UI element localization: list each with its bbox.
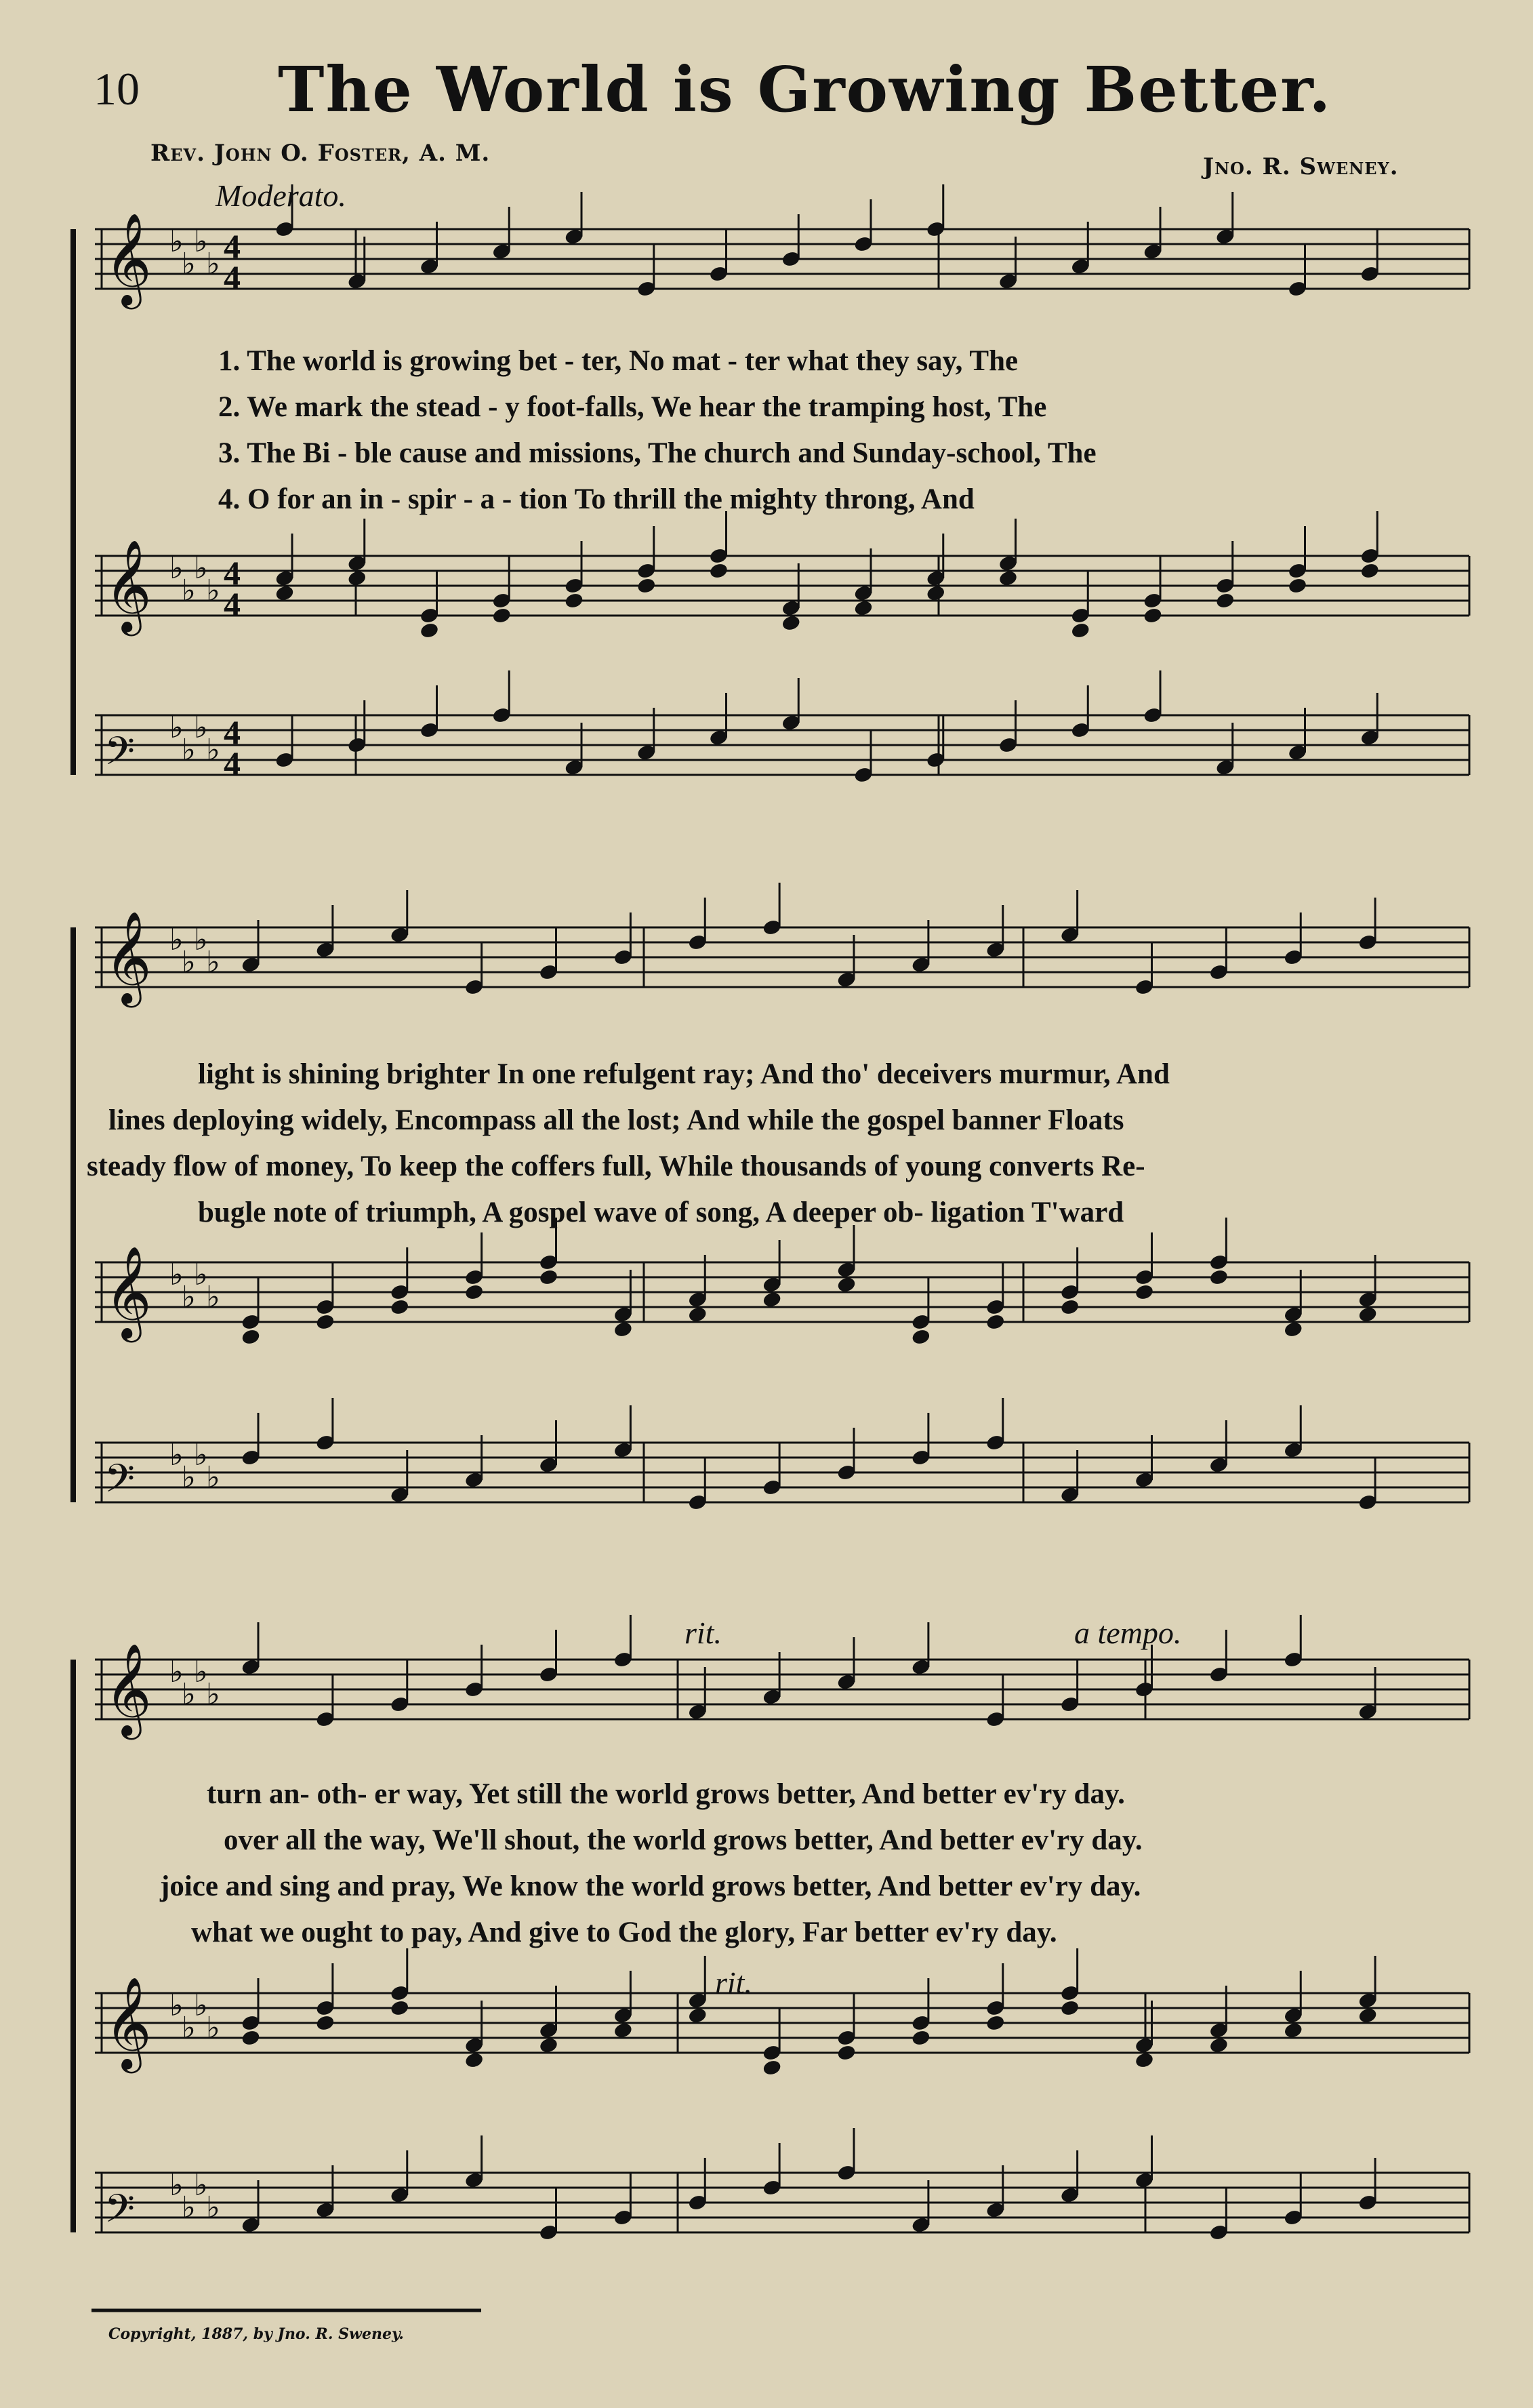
flat-icon: ♭ (169, 1258, 184, 1292)
note (1209, 2188, 1229, 2241)
note (539, 1630, 558, 1683)
staff (95, 229, 1469, 289)
rit-marking: rit. (684, 1616, 722, 1650)
flat-icon: ♭ (206, 1280, 220, 1315)
flat-icon: ♭ (206, 733, 220, 767)
treble-clef-icon: 𝄞 (104, 1642, 152, 1735)
note (781, 563, 801, 632)
treble-clef-icon: 𝄞 (104, 1975, 152, 2069)
note (912, 1277, 931, 1346)
note (1215, 541, 1235, 609)
lyric-line: 3. The Bi - ble cause and missions, The church and Sunday-school, The (218, 437, 1097, 469)
note (998, 519, 1018, 587)
note (837, 1428, 857, 1481)
note (912, 1622, 931, 1676)
copyright-notice: Copyright, 1887, by Jno. R. Sweney. (108, 2325, 404, 2343)
bass-clef-icon: 𝄢 (104, 1456, 136, 1511)
note (837, 2128, 857, 2182)
note (688, 1458, 708, 1511)
note (464, 1232, 484, 1301)
flat-icon: ♭ (169, 551, 184, 586)
staff (95, 2173, 1469, 2232)
note (565, 192, 584, 245)
note (613, 912, 633, 966)
note (539, 2188, 558, 2241)
note (420, 571, 439, 639)
flat-icon: ♭ (194, 224, 208, 259)
flat-icon: ♭ (182, 733, 196, 767)
flat-icon: ♭ (182, 945, 196, 980)
lyric-line: joice and sing and pray, We know the world grows better, And better ev'ry day. (160, 1870, 1141, 1902)
time-signature-bottom: 4 (224, 258, 241, 296)
flat-icon: ♭ (182, 2011, 196, 2045)
note (613, 2173, 633, 2226)
note (1209, 1218, 1229, 1286)
note (854, 548, 874, 617)
a-tempo-marking: a tempo. (1074, 1616, 1182, 1650)
note (390, 1948, 409, 2017)
note (762, 1443, 782, 1496)
flat-icon: ♭ (169, 1655, 184, 1689)
time-signature-bottom: 4 (224, 585, 241, 623)
treble-clef-icon: 𝄞 (104, 910, 152, 1003)
note (762, 883, 782, 936)
note (926, 715, 945, 769)
note (241, 1978, 261, 2047)
note (912, 1413, 931, 1466)
note (1288, 244, 1307, 298)
flat-icon: ♭ (206, 2011, 220, 2045)
flat-icon: ♭ (182, 247, 196, 281)
lyric-line: 2. We mark the stead - y foot-falls, We hear the tramping host, The (218, 391, 1047, 423)
note (492, 670, 512, 724)
staff (95, 927, 1469, 987)
note (1284, 1270, 1303, 1338)
note (1360, 693, 1380, 746)
bass-clef-icon: 𝄢 (104, 2186, 136, 2241)
staff (95, 1443, 1469, 1502)
lyric-line: 4. O for an in - spir - a - tion To thrill the mighty throng, And (218, 483, 975, 515)
note (241, 1622, 261, 1676)
note (464, 942, 484, 996)
note (1358, 898, 1378, 951)
note (1358, 1956, 1378, 2024)
note (539, 1986, 558, 2054)
note (390, 1247, 409, 1316)
note (565, 541, 584, 609)
lyric-line: lines deploying widely, Encompass all the lost; And while the gospel banner Floats (108, 1104, 1124, 1136)
note (926, 184, 945, 238)
flat-icon: ♭ (206, 1460, 220, 1495)
note (316, 1398, 335, 1451)
note (539, 927, 558, 981)
note (837, 1993, 857, 2062)
note (1209, 927, 1229, 981)
flat-icon: ♭ (169, 710, 184, 745)
flat-icon: ♭ (194, 1258, 208, 1292)
note (1360, 229, 1380, 283)
note (854, 730, 874, 784)
note (492, 556, 512, 624)
note (1071, 685, 1090, 739)
bass-clef-icon: 𝄢 (104, 728, 136, 784)
note (1143, 556, 1163, 624)
note (1358, 1458, 1378, 1511)
note (464, 2135, 484, 2189)
note (998, 700, 1018, 754)
flat-icon: ♭ (194, 1988, 208, 2023)
note (1284, 1971, 1303, 2039)
lyric-line: over all the way, We'll shout, the world grows better, And better ev'ry day. (224, 1824, 1143, 1856)
note (985, 1963, 1005, 2032)
note (1209, 1420, 1229, 1474)
note (688, 1956, 708, 2024)
note (912, 1978, 931, 2047)
staff (95, 1660, 1469, 1719)
note (316, 905, 335, 959)
flat-icon: ♭ (182, 1280, 196, 1315)
note (837, 1225, 857, 1293)
note (1284, 912, 1303, 966)
note (709, 511, 729, 580)
flat-icon: ♭ (182, 1460, 196, 1495)
author-credit: Rev. John O. Foster, A. M. (150, 140, 491, 167)
note (1060, 1247, 1080, 1316)
note (709, 229, 729, 283)
composer-credit: Jno. R. Sweney. (1203, 153, 1399, 180)
time-signature-top: 4 (224, 227, 241, 265)
flat-icon: ♭ (194, 551, 208, 586)
note (316, 1963, 335, 2032)
note (1060, 2150, 1080, 2204)
note (464, 1645, 484, 1698)
note (492, 207, 512, 260)
treble-clef-icon: 𝄞 (104, 212, 152, 305)
note (926, 534, 945, 602)
note (539, 1420, 558, 1474)
note (1135, 1232, 1154, 1301)
lyric-line: bugle note of triumph, A gospel wave of song, A deeper ob- ligation T'ward (198, 1197, 1124, 1228)
time-signature-bottom: 4 (224, 744, 241, 782)
hymn-title: The World is Growing Better. (278, 53, 1332, 126)
time-signature-top: 4 (224, 713, 241, 751)
time-signature-top: 4 (224, 554, 241, 592)
note (1060, 1660, 1080, 1713)
note (1060, 1948, 1080, 2017)
note (709, 693, 729, 746)
staff (95, 715, 1469, 775)
note (781, 214, 801, 268)
note (837, 1637, 857, 1691)
note (688, 898, 708, 951)
flat-icon: ♭ (182, 2190, 196, 2225)
lyric-line: steady flow of money, To keep the coffers full, While thousands of young converts Re- (87, 1150, 1145, 1182)
note (762, 2008, 782, 2076)
note (1209, 1986, 1229, 2054)
note (1215, 192, 1235, 245)
flat-icon: ♭ (194, 2168, 208, 2203)
lyric-line: what we ought to pay, And give to God the glory, Far better ev'ry day. (191, 1917, 1057, 1948)
note (390, 1660, 409, 1713)
lyric-line: turn an- oth- er way, Yet still the world grows better, And better ev'ry day. (207, 1778, 1125, 1810)
note (854, 199, 874, 253)
note (762, 1240, 782, 1308)
note (420, 685, 439, 739)
lyric-line: 1. The world is growing bet - ter, No mat - ter what they say, The (218, 345, 1019, 377)
note (1284, 1615, 1303, 1668)
note (275, 715, 295, 769)
note (1284, 1405, 1303, 1459)
staff (95, 556, 1469, 616)
note (1143, 670, 1163, 724)
note (347, 700, 367, 754)
flat-icon: ♭ (182, 574, 196, 608)
flat-icon: ♭ (169, 2168, 184, 2203)
note (1360, 511, 1380, 580)
note (688, 1255, 708, 1323)
flat-icon: ♭ (194, 923, 208, 957)
note (390, 2150, 409, 2204)
flat-icon: ♭ (206, 1677, 220, 1712)
note (762, 2143, 782, 2196)
note (781, 678, 801, 731)
treble-clef-icon: 𝄞 (104, 1245, 152, 1338)
note (1209, 1630, 1229, 1683)
note (1284, 2173, 1303, 2226)
note (464, 2001, 484, 2069)
note (347, 519, 367, 587)
note (613, 1405, 633, 1459)
note (985, 1262, 1005, 1331)
flat-icon: ♭ (194, 710, 208, 745)
note (1060, 890, 1080, 944)
note (316, 1674, 335, 1728)
note (613, 1971, 633, 2039)
note (688, 2158, 708, 2211)
note (1143, 207, 1163, 260)
flat-icon: ♭ (169, 224, 184, 259)
note (390, 890, 409, 944)
lyric-line: light is shining brighter In one refulgent ray; And tho' deceivers murmur, And (198, 1058, 1170, 1090)
flat-icon: ♭ (194, 1655, 208, 1689)
note (241, 1277, 261, 1346)
note (316, 1262, 335, 1331)
flat-icon: ♭ (194, 1438, 208, 1472)
flat-icon: ♭ (206, 2190, 220, 2225)
treble-clef-icon: 𝄞 (104, 538, 152, 632)
flat-icon: ♭ (206, 247, 220, 281)
note (985, 905, 1005, 959)
note (1135, 942, 1154, 996)
note (613, 1270, 633, 1338)
flat-icon: ♭ (169, 923, 184, 957)
flat-icon: ♭ (206, 574, 220, 608)
note (275, 534, 295, 602)
flat-icon: ♭ (169, 1988, 184, 2023)
staff (95, 1993, 1469, 2053)
note (613, 1615, 633, 1668)
flat-icon: ♭ (206, 945, 220, 980)
note (1288, 526, 1307, 595)
note (1358, 2158, 1378, 2211)
flat-icon: ♭ (169, 1438, 184, 1472)
note (985, 1398, 1005, 1451)
flat-icon: ♭ (182, 1677, 196, 1712)
note (1071, 571, 1090, 639)
note (1358, 1255, 1378, 1323)
note (636, 244, 656, 298)
staff (95, 1262, 1469, 1322)
rit-marking: rit. (715, 1965, 752, 2000)
note (985, 1674, 1005, 1728)
page-number: 10 (94, 63, 140, 115)
tempo-marking: Moderato. (216, 178, 346, 213)
note (636, 526, 656, 595)
note (1135, 2135, 1154, 2189)
note (241, 1413, 261, 1466)
